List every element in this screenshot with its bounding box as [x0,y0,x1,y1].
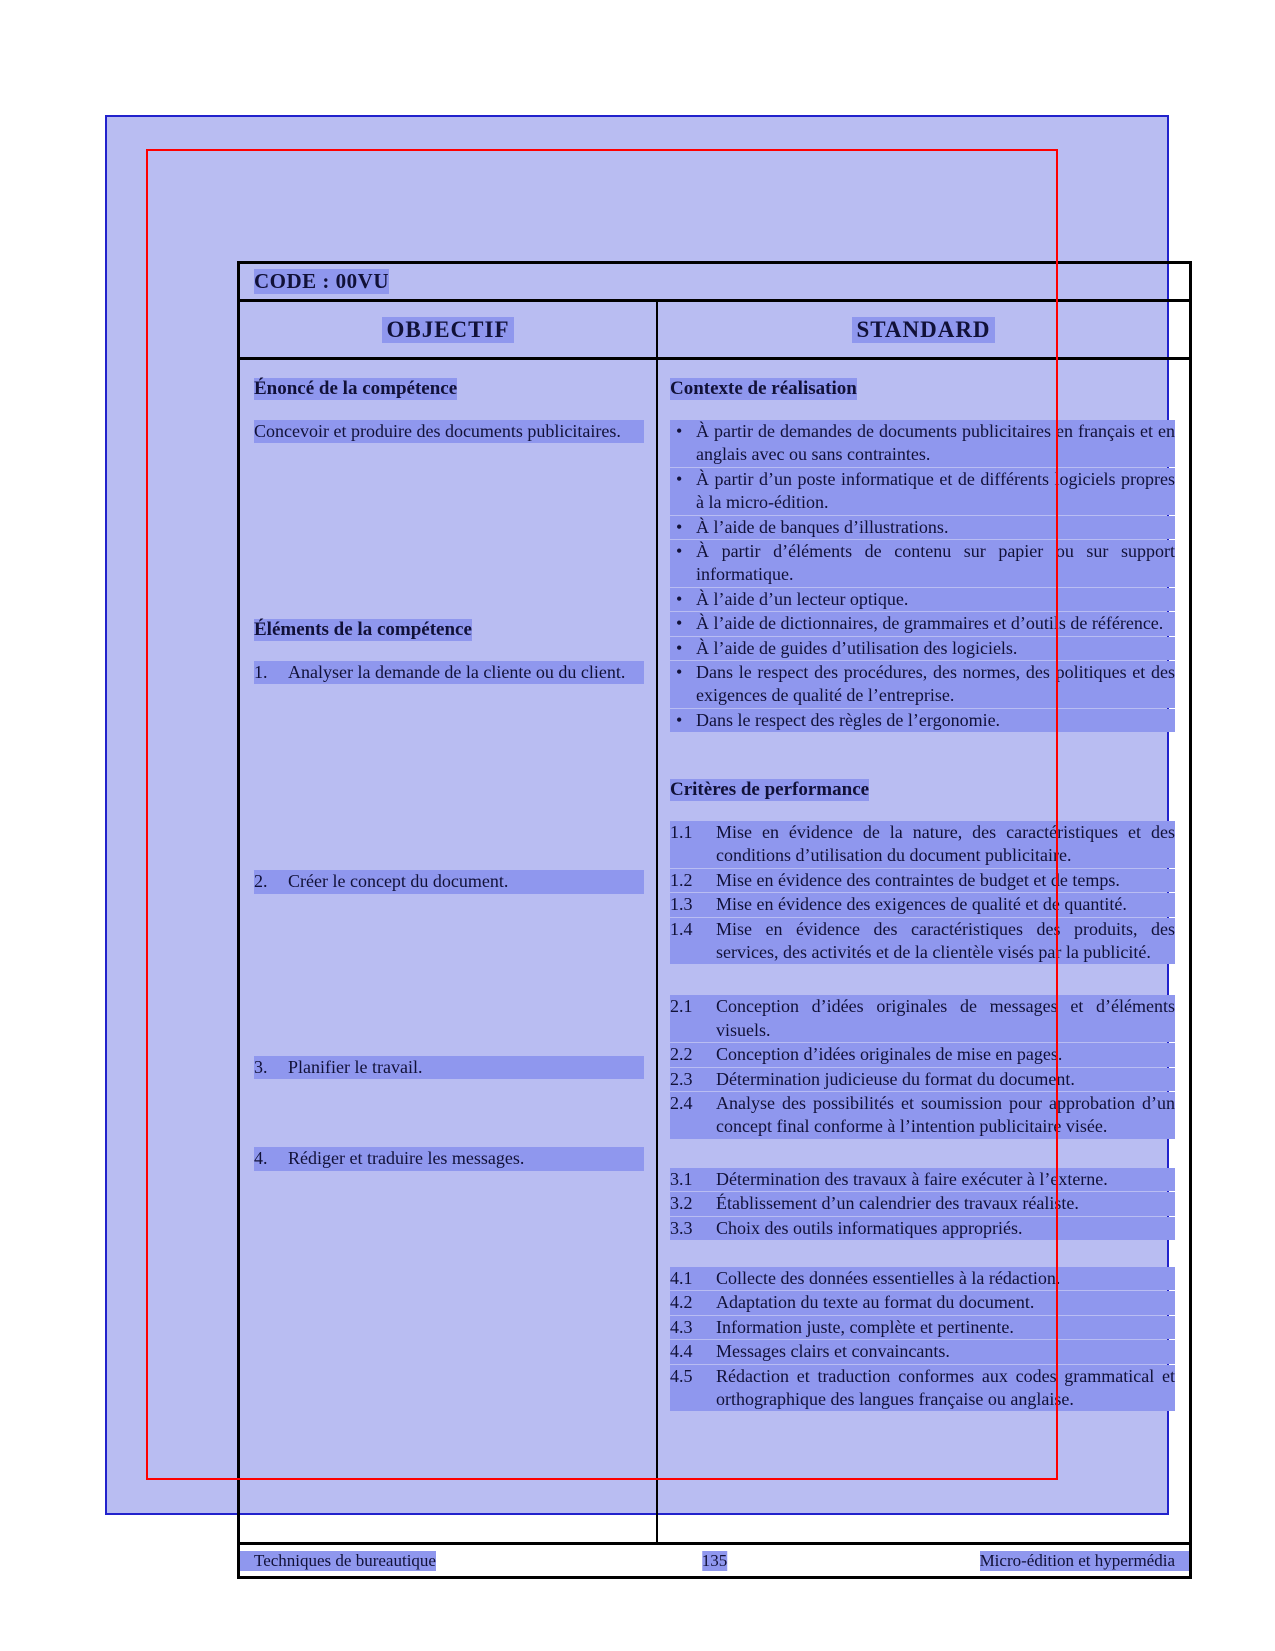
code-row [240,264,1189,302]
criterion-row [670,893,1175,916]
criterion-text: Mise en évidence des caractéristiques des produits, des services, des activités et de la clientèle visés par la publicité. [716,918,1175,963]
contexte-item: • À partir de demandes de documents publicitaires en français et en anglais avec ou sans contraintes. [670,420,1175,467]
competency-item [254,870,644,893]
criterion-text: Conception d’idées originales de messages et d’éléments visuels. [716,996,1175,1040]
criterion-number: 3.3 [670,1217,693,1238]
criterion-row [670,1291,1175,1314]
contexte-item: • Dans le respect des procédures, des normes, des politiques et des exigences de qualité de l’entreprise. [670,661,1175,708]
criterion-row [670,1316,1175,1339]
criterion-number: 2.4 [670,1092,693,1113]
competency-number: 4. [254,1148,268,1169]
enonce-text: Concevoir et produire des documents publicitaires. [254,420,644,443]
criterion-text: Conception d’idées originales de mise en pages. [716,1044,1063,1065]
header-standard-label: STANDARD [852,317,994,343]
criterion-row [670,1365,1175,1412]
criterion-row [670,1217,1175,1240]
criterion-text: Rédaction et traduction conformes aux codes grammatical et orthographique des langues française ou anglaise. [716,1365,1175,1409]
criterion-text: Messages clairs et convaincants. [716,1341,950,1362]
competency-label: Planifier le travail. [288,1056,423,1077]
criterion-text: Détermination des travaux à faire exécuter à l’externe. [716,1168,1108,1189]
code-label: CODE : 00VU [254,269,389,293]
competency-number: 3. [254,1056,268,1077]
competency-item [254,661,644,684]
criterion-text: Choix des outils informatiques appropriés. [716,1217,1023,1238]
table-header-row [240,302,1189,360]
criterion-row [670,1192,1175,1215]
contexte-item: • À l’aide de banques d’illustrations. [670,516,1175,539]
competency-table [237,261,1192,1579]
criterion-row [670,1340,1175,1363]
footer-page-number: 135 [701,1550,728,1570]
objectif-column [240,360,658,1542]
document-page [105,115,1175,1570]
criterion-number: 1.2 [670,869,693,890]
criterion-row [670,918,1175,965]
standard-column [658,360,1189,1542]
elements-title: Éléments de la compétence [254,619,472,641]
criterion-text: Analyse des possibilités et soumission pour approbation d’un concept final conforme à l’intention publicitaire visée. [716,1092,1175,1137]
criteria-group [670,821,1175,964]
contexte-item: • Dans le respect des règles de l’ergonomie. [670,709,1175,732]
criterion-row [670,1267,1175,1290]
enonce-title: Énoncé de la compétence [254,378,458,399]
page-footer [240,1542,1189,1576]
criterion-text: Détermination judicieuse du format du document. [716,1068,1075,1089]
criterion-number: 2.1 [670,996,693,1017]
criterion-number: 4.1 [670,1267,693,1288]
criterion-number: 2.2 [670,1044,693,1065]
criterion-text: Mise en évidence des contraintes de budget et de temps. [716,869,1120,890]
criterion-text: Établissement d’un calendrier des travaux réaliste. [716,1193,1079,1214]
competency-label: Créer le concept du document. [288,871,509,892]
competency-number: 1. [254,662,268,683]
criterion-number: 3.1 [670,1168,693,1189]
criterion-row [670,821,1175,868]
criterion-number: 1.3 [670,894,693,915]
header-cell-objectif [240,302,658,357]
competency-label: Rédiger et traduire les messages. [288,1148,525,1169]
contexte-item: • À l’aide de dictionnaires, de grammaires et d’outils de référence. [670,612,1175,635]
criterion-number: 4.3 [670,1316,693,1337]
competency-item [254,1056,644,1079]
competency-item [254,1147,644,1170]
contexte-item: • À l’aide de guides d’utilisation des logiciels. [670,637,1175,660]
criterion-number: 4.5 [670,1365,693,1386]
criterion-number: 3.2 [670,1193,693,1214]
competency-label: Analyser la demande de la cliente ou du client. [288,662,626,683]
criterion-text: Information juste, complète et pertinente. [716,1316,1014,1337]
criterion-number: 1.1 [670,822,693,843]
criterion-text: Mise en évidence des exigences de qualité et de quantité. [716,894,1127,915]
criterion-row [670,1068,1175,1091]
criterion-text: Adaptation du texte au format du document. [716,1292,1035,1313]
contexte-item: • À partir d’un poste informatique et de différents logiciels propres à la micro-édition. [670,468,1175,515]
footer-right-text: Micro-édition et hypermédia [980,1551,1189,1571]
contexte-item: • À l’aide d’un lecteur optique. [670,588,1175,611]
criterion-row [670,1168,1175,1191]
criterion-row [670,869,1175,892]
criterion-number: 4.4 [670,1341,693,1362]
criterion-number: 1.4 [670,918,693,939]
criterion-text: Collecte des données essentielles à la rédaction. [716,1267,1061,1288]
criterion-row [670,1043,1175,1066]
footer-left-text: Techniques de bureautique [240,1551,436,1571]
competency-number: 2. [254,871,268,892]
criteria-group [670,995,1175,1138]
header-cell-standard [658,302,1189,357]
table-body-row [240,360,1189,1542]
contexte-list [670,420,1175,732]
criterion-text: Mise en évidence de la nature, des caractéristiques et des conditions d’utilisation du document publicitaire. [716,822,1175,866]
criteria-group [670,1168,1175,1240]
criterion-number: 4.2 [670,1292,693,1313]
header-objectif-label: OBJECTIF [382,317,513,343]
contexte-item: • À partir d’éléments de contenu sur papier ou sur support informatique. [670,540,1175,587]
contexte-title: Contexte de réalisation [670,378,857,399]
criterion-row [670,995,1175,1042]
criteria-group [670,1267,1175,1411]
criteres-title: Critères de performance [670,779,870,801]
criterion-number: 2.3 [670,1068,693,1089]
criterion-row [670,1092,1175,1139]
